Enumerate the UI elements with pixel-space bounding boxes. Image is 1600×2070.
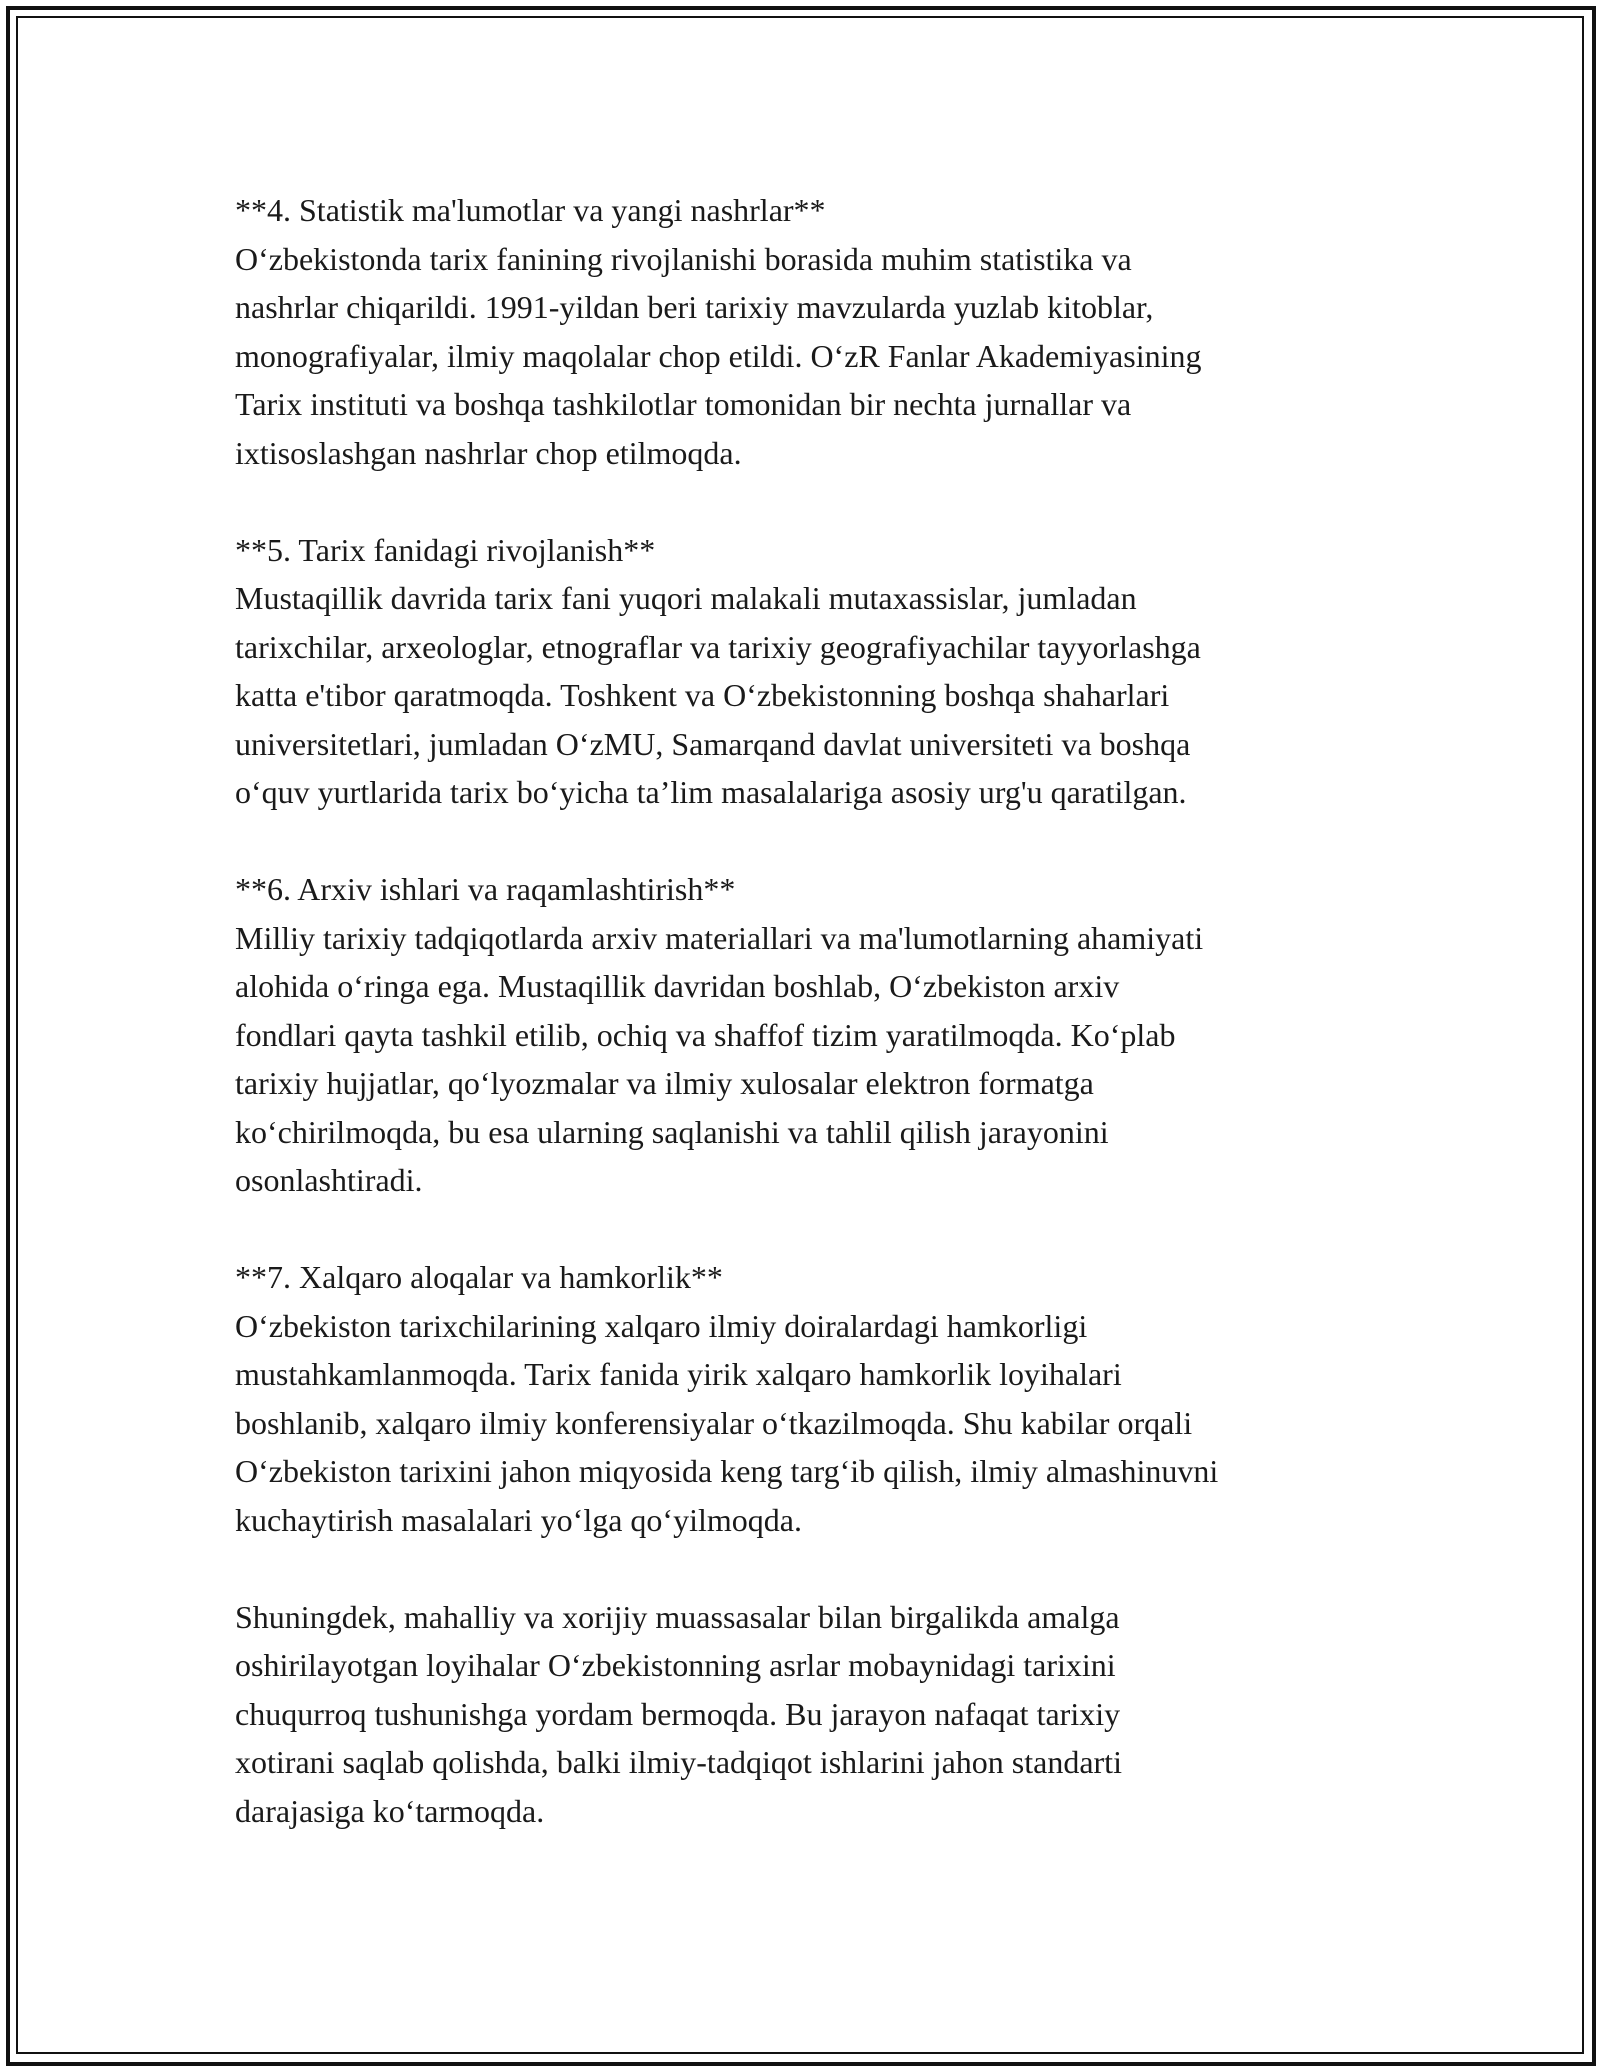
closing-section: [235, 1593, 1375, 1836]
section-statistics: [235, 186, 1375, 477]
section-heading: **5. Tarix fanidagi rivojlanish**: [235, 531, 656, 568]
section-heading: **6. Arxiv ishlari va raqamlashtirish**: [235, 871, 736, 907]
section-development: [235, 526, 1375, 817]
section-paragraph: Mustaqillik davrida tarix fani yuqori malakali mutaxassislar, jumladan tarixchilar, arxeologlar, etnograflar va tarixiy geografiyachilar tayyorlashga katta e'tibor qaratmoqda. Toshkent va O‘zbekistonning boshqa shaharlari universitetlari, jumladan O‘zMU, Samarqand davlat universiteti va boshqa o‘quv yurtlarida tarix bo‘yicha ta’lim masalalariga asosiy urg'u qaratilgan.: [235, 580, 1201, 810]
section-paragraph: O‘zbekiston tarixchilarining xalqaro ilmiy doiralardagi hamkorligi mustahkamlanmoqda. Tarix fanida yirik xalqaro hamkorlik loyihalari boshlanib, xalqaro ilmiy konferensiyalar o‘tkazilmoqda. Shu kabilar orqali O‘zbekiston tarixini jahon miqyosida keng targ‘ib qilish, ilmiy almashinuvni kuchaytirish masalalari yo‘lga qo‘yilmoqda.: [235, 1307, 1219, 1538]
section-archives: [235, 865, 1375, 1205]
section-paragraph: Milliy tarixiy tadqiqotlarda arxiv materiallari va ma'lumotlarning ahamiyati alohida o‘ringa ega. Mustaqillik davridan boshlab, O‘zbekiston arxiv fondlari qayta tashkil etilib, ochiq va shaffof tizim yaratilmoqda. Ko‘plab tarixiy hujjatlar, qo‘lyozmalar va ilmiy xulosalar elektron formatga ko‘chirilmoqda, bu esa ularning saqlanishi va tahlil qilish jarayonini osonlashtiradi.: [235, 919, 1204, 1198]
document-body: [235, 186, 1375, 1884]
section-international: [235, 1253, 1375, 1544]
section-paragraph: O‘zbekistonda tarix fanining rivojlanishi borasida muhim statistika va nashrlar chiqarildi. 1991-yildan beri tarixiy mavzularda yuzlab kitoblar, monografiyalar, ilmiy maqolalar chop etildi. O‘zR Fanlar Akademiyasining Tarix instituti va boshqa tashkilotlar tomonidan bir nechta jurnallar va ixtisoslashgan nashrlar chop etilmoqda.: [235, 240, 1202, 471]
section-heading: **7. Xalqaro aloqalar va hamkorlik**: [235, 1259, 723, 1295]
section-heading: **4. Statistik ma'lumotlar va yangi nashrlar**: [235, 192, 826, 228]
closing-paragraph: Shuningdek, mahalliy va xorijiy muassasalar bilan birgalikda amalga oshirilayotgan loyihalar O‘zbekistonning asrlar mobaynidagi tarixini chuqurroq tushunishga yordam bermoqda. Bu jarayon nafaqat tarixiy xotirani saqlab qolishda, balki ilmiy-tadqiqot ishlarini jahon standarti darajasiga ko‘tarmoqda.: [235, 1598, 1122, 1829]
